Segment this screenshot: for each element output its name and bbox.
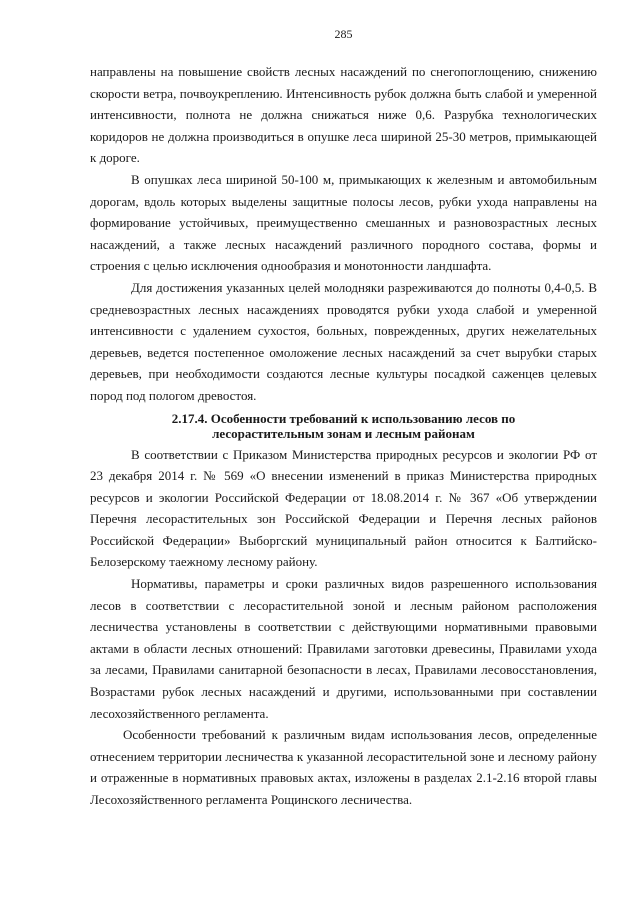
paragraph-requirements: Особенности требований к различным видам использования лесов, определенные отнесением территории лесничества к указанной лесорастительной зоне и лесному району и отраженные в нормативных правовых актах, изложены в разделах 2.1-2.16 второй главы Лесохозяйственного регламента Рощинского лесничества.: [90, 727, 597, 807]
paragraph-continuation: направлены на повышение свойств лесных насаждений по снегопоглощению, снижению скорости ветра, почвоукреплению. Интенсивность рубок должна быть слабой и умеренной интенсивности, полнота не должна снижаться ниже 0,6. Разрубка технологических коридоров не должна производиться в опушке леса шириной 25-30 метров, примыкающей к дороге.: [90, 64, 597, 166]
paragraph-norms: Нормативы, параметры и сроки различных видов разрешенного использования лесов в соответствии с лесорастительной зоной и лесным районом расположения лесничества установлены в соответствии с действующими нормативными правовыми актами в области лесных отношений: Правилами заготовки древесины, Правилами ухода за лесами, Правилами санитарной безопасности в лесах, Правилами лесовосстановления, Возрастами рубок лесных насаждений и другими, использованными при составлении лесохозяйственного регламента.: [90, 576, 597, 721]
page-number: 285: [334, 27, 353, 41]
section-heading-line-1: 2.17.4. Особенности требований к использованию лесов по: [171, 410, 516, 426]
paragraph-ministry-order: В соответствии с Приказом Министерства природных ресурсов и экологии РФ от 23 декабря 2014 г. № 569 «О внесении изменений в приказ Министерства природных ресурсов и экологии Российской Федерации от 18.08.2014 г. № 367 «Об утверждении Перечня лесорастительных зон Российской Федерации и Перечня лесных районов Российской Федерации» Выборгский муниципальный район относится к Балтийско-Белозерскому таежному лесному району.: [90, 446, 597, 570]
paragraph-thinning-goals: Для достижения указанных целей молодняки разреживаются до полноты 0,4-0,5. В средневозрастных лесных насаждениях проводятся рубки ухода слабой и умеренной интенсивности с удалением сухостоя, больных, поврежденных, других нежелательных деревьев, ведется постепенное омоложение лесных насаждений за счет вырубки старых деревьев, при необходимости создаются лесные культуры посадкой саженцев целевых пород под пологом древостоя.: [90, 279, 597, 403]
section-heading: [90, 411, 597, 441]
section-heading-line-2: лесорастительным зонам и лесным районам: [212, 425, 475, 441]
paragraph-forest-edges: В опушках леса шириной 50-100 м, примыкающих к железным и автомобильным дорогам, вдоль которых выделены защитные полосы лесов, рубки ухода направлены на формирование устойчивых, преимущественно смешанных и разновозрастных лесных насаждений, а также лесных насаждений различного породного состава, формы и строения с целью исключения однообразия и монотонности ландшафта.: [90, 171, 597, 274]
